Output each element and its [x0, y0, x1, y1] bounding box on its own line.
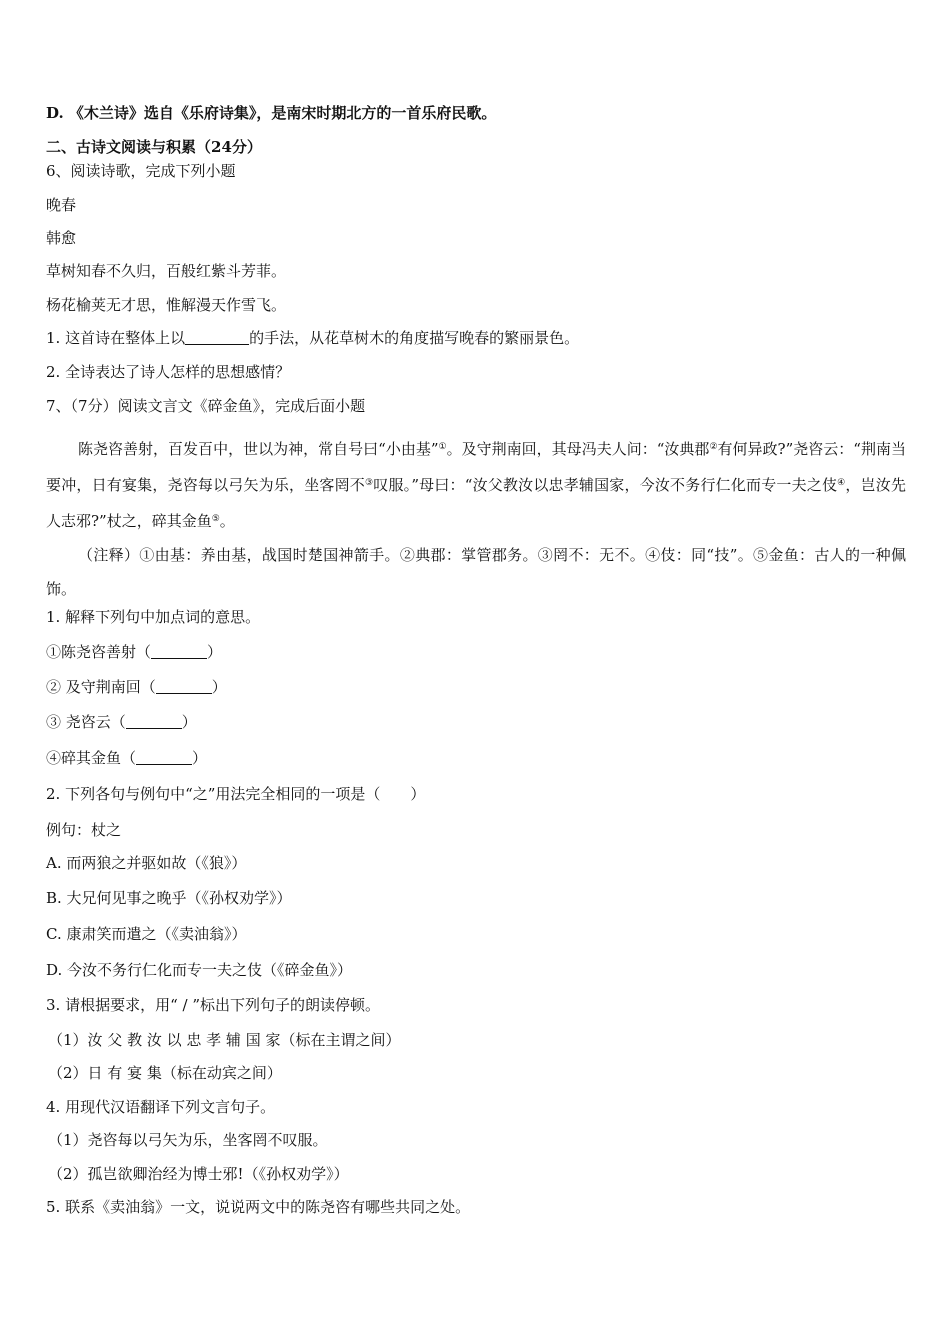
section-heading: 二、古诗文阅读与积累（24分）	[46, 138, 262, 156]
option-d: D. 今汝不务行仁化而专一夫之伎（《碎金鱼》）	[46, 961, 353, 979]
close-paren: ）	[211, 678, 227, 696]
close-paren: ）	[207, 643, 223, 661]
note-marker: ②	[709, 442, 718, 452]
note-marker: ①	[438, 442, 447, 452]
q7-sub1-item3	[46, 712, 197, 732]
q6-intro: 6、阅读诗歌，完成下列小题	[46, 162, 236, 180]
q6-sub2: 2. 全诗表达了诗人怎样的思想感情？	[46, 363, 291, 381]
q7-sub3-item1: （1）汝 父 教 汝 以 忠 孝 辅 国 家（标在主谓之间）	[48, 1031, 401, 1049]
option-c: C. 康肃笑而遣之（《卖油翁》）	[46, 925, 247, 943]
q6-sub1	[46, 328, 579, 348]
classical-passage	[46, 430, 906, 538]
option-b: B. 大兄何见事之晚乎（《孙权劝学》）	[46, 889, 292, 907]
close-paren: ）	[192, 749, 208, 767]
answer-blank[interactable]	[185, 330, 249, 345]
note-marker: ⑤	[211, 514, 220, 524]
passage-text: ，岂汝先人志邪?”杖之，碎其金鱼	[46, 476, 906, 530]
passage-text: 叹服。”母曰：“汝父教汝以忠孝辅国家，今汝不务行仁化而专一夫之伎	[373, 476, 838, 494]
poem-author: 韩愈	[46, 229, 77, 247]
item-text: ③ 尧咨云（	[46, 713, 126, 731]
q7-sub2: 2. 下列各句与例句中“之”用法完全相同的一项是（ ）	[46, 785, 426, 803]
item-text: ④碎其金鱼（	[46, 749, 137, 767]
q6-sub1-text-b: 的手法，从花草树木的角度描写晚春的繁丽景色。	[249, 329, 580, 347]
q7-sub5: 5. 联系《卖油翁》一文，说说两文中的陈尧咨有哪些共同之处。	[46, 1198, 471, 1216]
close-paren: ）	[181, 713, 197, 731]
item-text: ② 及守荆南回（	[46, 678, 156, 696]
item-text: ①陈尧咨善射（	[46, 643, 152, 661]
answer-blank[interactable]	[126, 714, 182, 729]
poem-title: 晚春	[46, 196, 77, 214]
q7-sub4-item1: （1）尧咨每以弓矢为乐，坐客罔不叹服。	[48, 1131, 328, 1149]
answer-blank[interactable]	[156, 679, 212, 694]
option-a: A. 而两狼之并驱如故（《狼》）	[46, 854, 247, 872]
passage-text: 。及守荆南回，其母冯夫人问：“汝典郡	[446, 440, 710, 458]
q7-sub4: 4. 用现代汉语翻译下列文言句子。	[46, 1098, 276, 1116]
q6-sub1-text-a: 1. 这首诗在整体上以	[46, 329, 186, 347]
q7-sub1: 1. 解释下列句中加点词的意思。	[46, 608, 261, 626]
q7-sub1-item2	[46, 677, 227, 697]
passage-text: 。	[219, 512, 235, 530]
q7-sub1-item4	[46, 748, 207, 768]
q7-sub4-item2: （2）孤岂欲卿治经为博士邪!（《孙权劝学》）	[48, 1165, 349, 1183]
example-sentence: 例句：杖之	[46, 821, 122, 839]
annotations: （注释）①由基：养由基，战国时楚国神箭手。②典郡：掌管郡务。③罔不：无不。④伎：同“技”。⑤金鱼：古人的一种佩饰。	[46, 546, 906, 598]
q7-sub3: 3. 请根据要求，用“ / ”标出下列句子的朗读停顿。	[46, 996, 381, 1014]
q7-intro: 7、（7分）阅读文言文《碎金鱼》，完成后面小题	[46, 397, 366, 415]
passage-text: 有何异政?”尧咨云：“荆南当要冲，日有宴集，尧咨每以弓矢为乐，坐客罔不	[46, 440, 906, 494]
answer-blank[interactable]	[151, 644, 207, 659]
q7-sub3-item2: （2）日 有 宴 集（标在动宾之间）	[48, 1064, 282, 1082]
poem-line-2: 杨花榆荚无才思，惟解漫天作雪飞。	[46, 296, 287, 314]
note-marker: ③	[364, 478, 374, 488]
answer-blank[interactable]	[136, 750, 192, 765]
poem-line-1: 草树知春不久归，百般红紫斗芳菲。	[46, 262, 287, 280]
option-d-mulan: D. 《木兰诗》选自《乐府诗集》，是南宋时期北方的一首乐府民歌。	[46, 104, 497, 122]
q7-sub1-item1	[46, 642, 222, 662]
passage-text: 陈尧咨善射，百发百中，世以为神，常自号曰“小由基”	[78, 440, 439, 458]
note-marker: ④	[837, 478, 846, 488]
